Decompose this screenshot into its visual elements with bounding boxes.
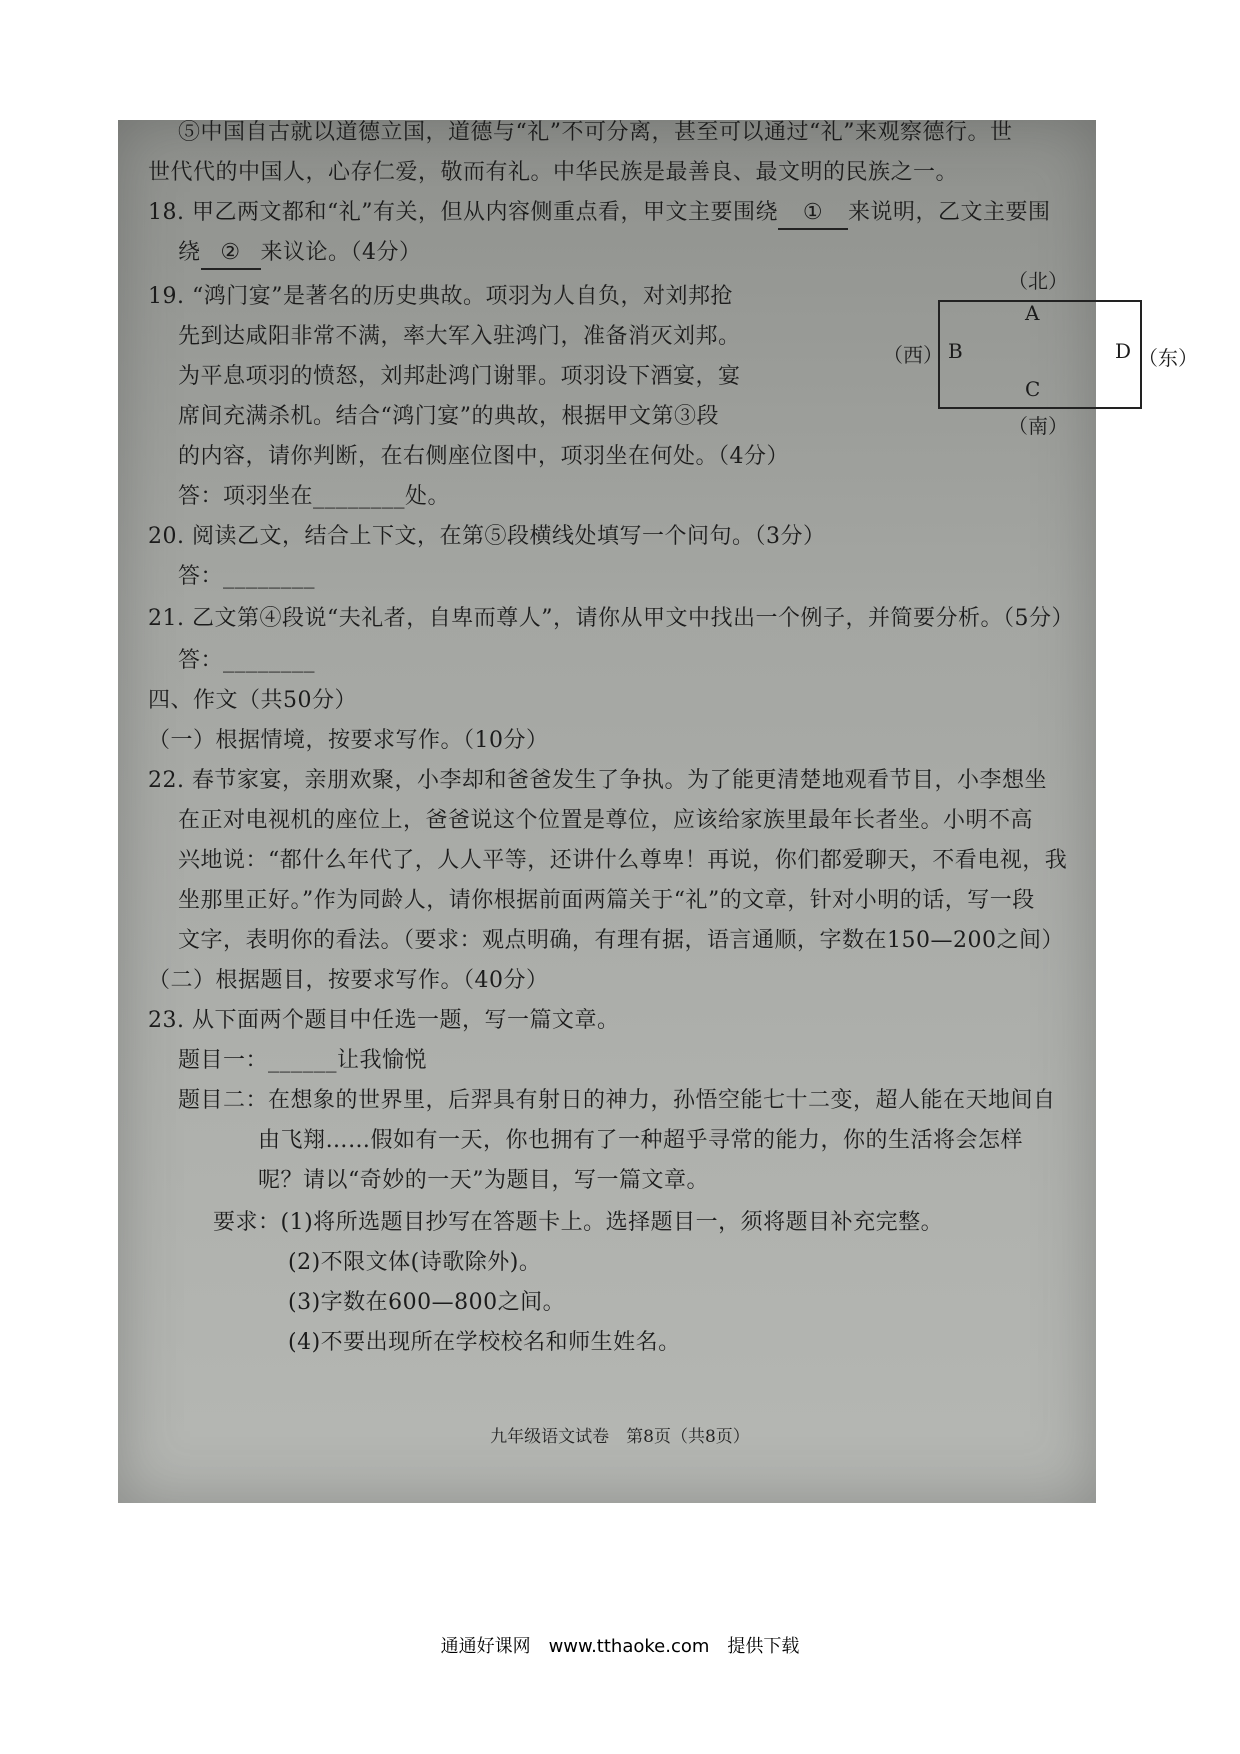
page-footer: 九年级语文试卷 第8页（共8页） xyxy=(490,1427,750,1447)
text-line: 呢？请以“奇妙的一天”为题目，写一篇文章。 xyxy=(258,1168,709,1193)
text-line: 的内容，请你判断，在右侧座位图中，项羽坐在何处。（4分） xyxy=(178,444,789,469)
text-line: 坐那里正好。”作为同龄人，请你根据前面两篇关于“礼”的文章，针对小明的话，写一段 xyxy=(178,888,1035,913)
section-heading: 四、作文（共50分） xyxy=(148,688,357,713)
text-line: 在正对电视机的座位上，爸爸说这个位置是尊位，应该给家族里最年长者坐。小明不高 xyxy=(178,808,1034,833)
label-west: （西） xyxy=(883,343,943,367)
topic-two: 题目二：在想象的世界里，后羿具有射日的神力，孙悟空能七十二变，超人能在天地间自 xyxy=(178,1088,1056,1113)
subsection-heading: （一）根据情境，按要求写作。（10分） xyxy=(148,728,549,753)
answer-line: 答：项羽坐在________处。 xyxy=(178,484,451,509)
requirement-2: (2)不限文体(诗歌除外)。 xyxy=(288,1250,542,1275)
question-21: 21. 乙文第④段说“夫礼者，自卑而尊人”，请你从甲文中找出一个例子，并简要分析。（5分） xyxy=(148,606,1074,631)
label-south: （南） xyxy=(1008,414,1068,438)
exam-page-photo xyxy=(118,120,1198,1503)
text-line: 先到达咸阳非常不满，率大军入驻鸿门，准备消灭刘邦。 xyxy=(178,324,741,349)
label-east: （东） xyxy=(1138,346,1198,370)
text-line: 世代代的中国人，心存仁爱，敬而有礼。中华民族是最善良、最文明的民族之一。 xyxy=(148,160,959,185)
seat-b: B xyxy=(948,339,963,363)
seat-c: C xyxy=(1025,377,1041,401)
text-line: 兴地说：“都什么年代了，人人平等，还讲什么尊卑！再说，你们都爱聊天，不看电视，我 xyxy=(178,848,1068,873)
label-north: （北） xyxy=(1008,269,1068,293)
answer-line: 答：________ xyxy=(178,564,316,589)
seating-diagram xyxy=(803,265,1132,438)
download-credit: 通通好课网 www.tthaoke.com 提供下载 xyxy=(440,1636,800,1657)
requirement-4: (4)不要出现所在学校校名和师生姓名。 xyxy=(288,1330,681,1355)
text-line: ⑤中国自古就以道德立国，道德与“礼”不可分离，甚至可以通过“礼”来观察德行。世 xyxy=(178,120,1013,145)
requirement-1: 要求：(1)将所选题目抄写在答题卡上。选择题目一，须将题目补充完整。 xyxy=(213,1210,944,1235)
question-20: 20. 阅读乙文，结合上下文，在第⑤段横线处填写一个问句。（3分） xyxy=(148,524,826,549)
subsection-heading: （二）根据题目，按要求写作。（40分） xyxy=(148,968,549,993)
answer-blank: ② xyxy=(201,238,261,270)
text-line: 席间充满杀机。结合“鸿门宴”的典故，根据甲文第③段 xyxy=(178,404,719,429)
text-line: 为平息项羽的愤怒，刘邦赴鸿门谢罪。项羽设下酒宴，宴 xyxy=(178,364,741,389)
question-19: 19. “鸿门宴”是著名的历史典故。项羽为人自负，对刘邦抢 xyxy=(148,284,733,309)
answer-line: 答：________ xyxy=(178,648,316,673)
seat-a: A xyxy=(1025,301,1040,325)
requirement-3: (3)字数在600—800之间。 xyxy=(288,1290,566,1315)
topic-one: 题目一：______让我愉悦 xyxy=(178,1048,428,1073)
question-18: 18. 甲乙两文都和“礼”有关，但从内容侧重点看，甲文主要围绕 ① 来说明，乙文主要围 xyxy=(148,198,1076,230)
question-23: 23. 从下面两个题目中任选一题，写一篇文章。 xyxy=(148,1008,620,1033)
answer-blank: ① xyxy=(778,198,848,230)
question-22: 22. 春节家宴，亲朋欢聚，小李却和爸爸发生了争执。为了能更清楚地观看节目，小李想坐 xyxy=(148,768,1047,793)
text-line: 文字，表明你的看法。（要求：观点明确，有理有据，语言通顺，字数在150—200之间） xyxy=(178,928,1064,953)
question-18-cont: 绕 ② 来议论。（4分） xyxy=(178,238,1076,270)
seat-d: D xyxy=(1115,339,1132,363)
text-line: 由飞翔……假如有一天，你也拥有了一种超乎寻常的能力，你的生活将会怎样 xyxy=(258,1128,1024,1153)
